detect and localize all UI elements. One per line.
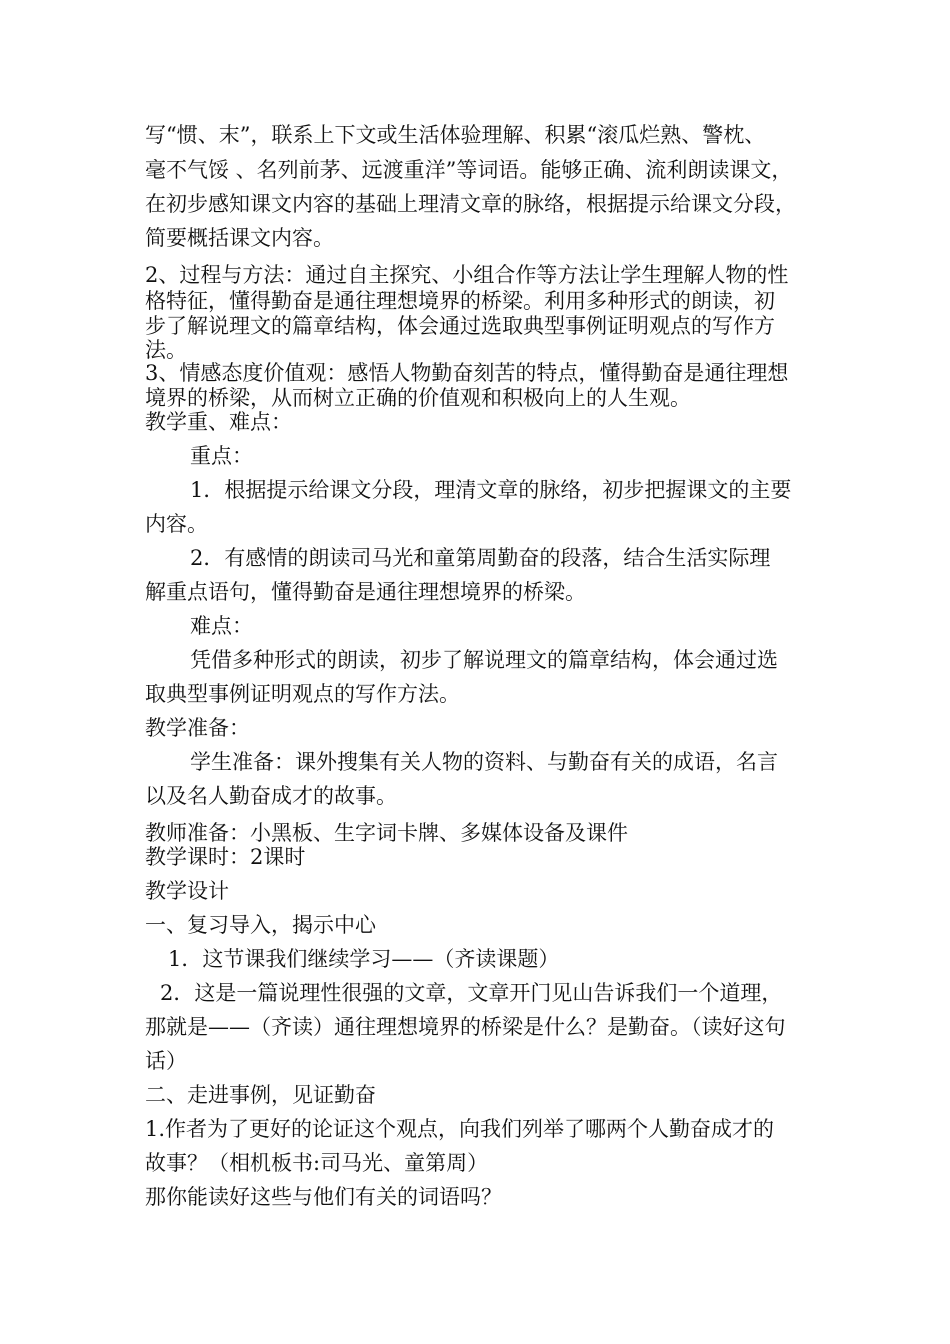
preparation-heading: 教学准备：: [145, 716, 250, 740]
key-point-1-line-2: 内容。: [145, 512, 208, 536]
section-1-item-2-line-1: 2．这是一篇说理性很强的文章，文章开门见山告诉我们一个道理，: [160, 981, 783, 1005]
section-1-item-2-line-2: 那就是——（齐读）通往理想境界的桥梁是什么？是勤奋。（读好这句: [145, 1015, 786, 1039]
difficult-point-line-2: 取典型事例证明观点的写作方法。: [145, 682, 460, 706]
objective-line-1: 写“惯、末”，联系上下文或生活体验理解、积累“滚瓜烂熟、警枕、: [145, 123, 766, 147]
objective-line-4: 简要概括课文内容。: [145, 226, 334, 250]
section-1-item-1: 1．这节课我们继续学习——（齐读课题）: [168, 947, 560, 971]
difficult-points-label: 难点：: [190, 614, 253, 638]
student-prep-line-2: 以及名人勤奋成才的故事。: [145, 784, 397, 808]
key-points-label: 重点：: [190, 444, 253, 468]
class-hours-line: 教学课时：2课时: [145, 845, 306, 869]
teacher-prep-line: 教师准备：小黑板、生字词卡牌、多媒体设备及课件: [145, 821, 628, 845]
key-point-2-line-1: 2．有感情的朗读司马光和童第周勤奋的段落，结合生活实际理: [190, 546, 771, 570]
key-difficult-heading: 教学重、难点：: [145, 410, 292, 434]
section-2-item-1-line-1: 1.作者为了更好的论证这个观点，向我们列举了哪两个人勤奋成才的: [145, 1117, 775, 1141]
teaching-design-heading: 教学设计: [145, 879, 229, 903]
section-2-item-1-line-2: 故事？（相机板书:司马光、童第周）: [145, 1151, 489, 1175]
emotion-values-line-2: 境界的桥梁，从而树立正确的价值观和积极向上的人生观。: [145, 386, 691, 410]
process-method-line-4: 法。: [145, 338, 187, 362]
objective-line-2: 毫不气馁 、名列前茅、远渡重洋”等词语。能够正确、流利朗读课文，: [145, 158, 793, 182]
student-prep-line-1: 学生准备：课外搜集有关人物的资料、与勤奋有关的成语，名言: [190, 750, 778, 774]
difficult-point-line-1: 凭借多种形式的朗读，初步了解说理文的篇章结构，体会通过选: [190, 648, 778, 672]
section-2-question-line: 那你能读好这些与他们有关的词语吗？: [145, 1185, 502, 1209]
key-point-2-line-2: 解重点语句，懂得勤奋是通往理想境界的桥梁。: [145, 580, 586, 604]
process-method-line-1: 2、过程与方法：通过自主探究、小组合作等方法让学生理解人物的性: [145, 263, 789, 287]
process-method-line-2: 格特征，懂得勤奋是通往理想境界的桥梁。利用多种形式的朗读，初: [145, 289, 775, 313]
objective-line-3: 在初步感知课文内容的基础上理清文章的脉络，根据提示给课文分段，: [145, 192, 796, 216]
process-method-line-3: 步了解说理文的篇章结构，体会通过选取典型事例证明观点的写作方: [145, 314, 775, 338]
key-point-1-line-1: 1．根据提示给课文分段，理清文章的脉络，初步把握课文的主要: [190, 478, 792, 502]
emotion-values-line-1: 3、情感态度价值观：感悟人物勤奋刻苦的特点，懂得勤奋是通往理想: [145, 361, 789, 385]
section-1-item-2-line-3: 话）: [145, 1049, 187, 1073]
section-2-heading: 二、走进事例，见证勤奋: [145, 1083, 376, 1107]
section-1-heading: 一、复习导入，揭示中心: [145, 913, 376, 937]
